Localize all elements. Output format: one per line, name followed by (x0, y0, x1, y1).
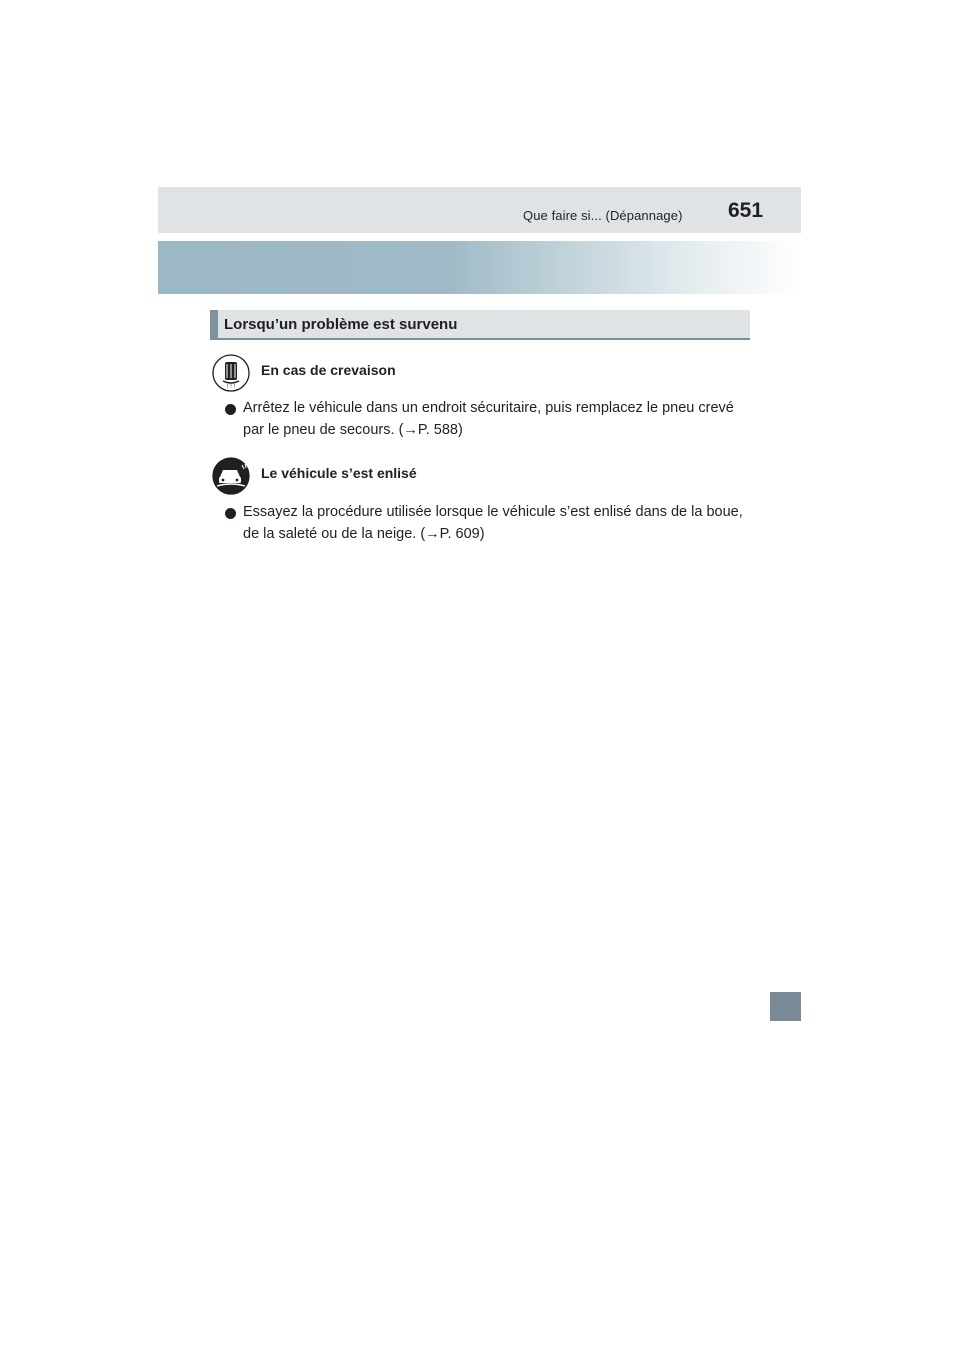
bullet-icon (225, 404, 236, 415)
svg-text:! ! !: ! ! ! (226, 384, 236, 390)
item-heading: Le véhicule s’est enlisé (261, 465, 417, 481)
section-accent-bar (210, 310, 218, 340)
item-body-line: Essayez la procédure utilisée lorsque le véhicule s’est enlisé dans de la boue, (243, 504, 743, 520)
stuck-vehicle-icon (212, 457, 250, 495)
header-band (158, 187, 801, 233)
chapter-gradient-band (158, 241, 801, 294)
item-body-line: Arrêtez le véhicule dans un endroit sécuritaire, puis remplacez le pneu crevé (243, 400, 734, 416)
flat-tire-icon (212, 354, 250, 392)
chapter-tab-marker (770, 992, 801, 1021)
item-body-line: de la saleté ou de la neige. (→P. 609) (243, 526, 485, 542)
page-number: 651 (728, 199, 764, 222)
item-heading: En cas de crevaison (261, 362, 396, 378)
chapter-title: Que faire si... (Dépannage) (523, 208, 683, 223)
section-header (210, 310, 750, 340)
bullet-icon (225, 508, 236, 519)
section-title: Lorsqu’un problème est survenu (224, 316, 458, 333)
item-body-line: par le pneu de secours. (→P. 588) (243, 422, 463, 438)
